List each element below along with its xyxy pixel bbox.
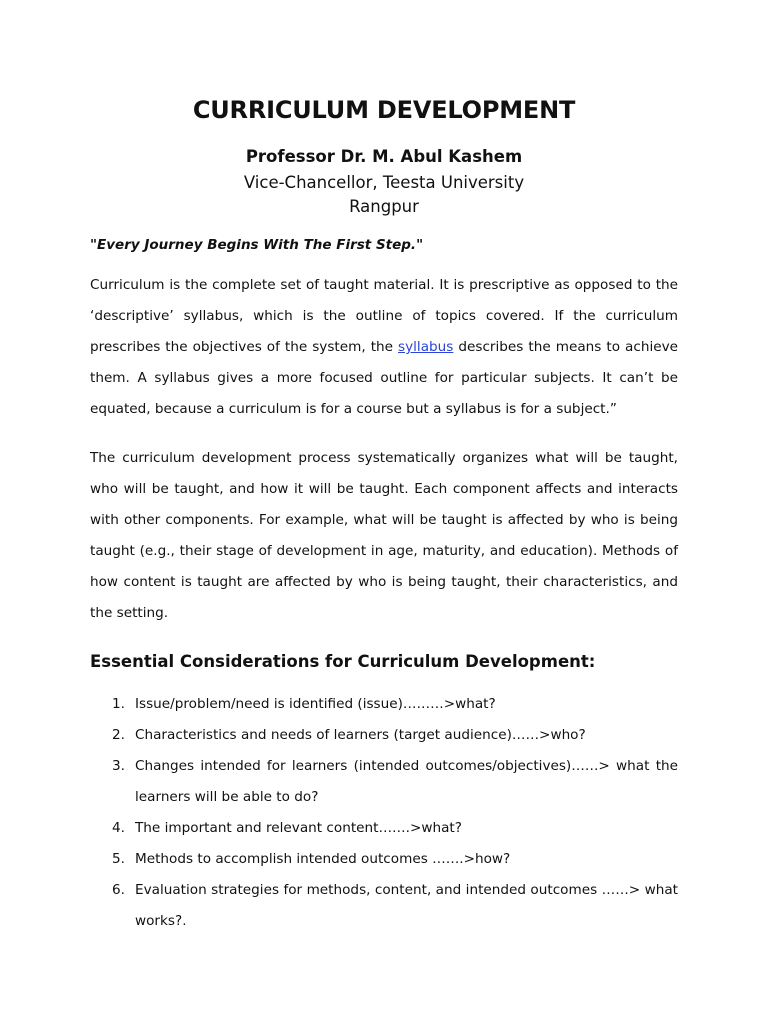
list-item-number: 2. xyxy=(112,727,125,743)
list-item-number: 4. xyxy=(112,820,125,836)
section-heading: Essential Considerations for Curriculum Development: xyxy=(90,652,596,671)
list-item xyxy=(90,844,678,875)
document-title: CURRICULUM DEVELOPMENT xyxy=(192,96,576,124)
paragraph-text-before-link: Curriculum is the complete set of taught material. It is prescriptive as opposed to the ‘descriptive’ syllabus, which is the outline of topics covered. If the curriculum prescribes the objectives of the system, the xyxy=(90,277,678,355)
list-item xyxy=(90,813,678,844)
list-item xyxy=(90,751,678,813)
author-location: Rangpur xyxy=(349,197,419,216)
list-item xyxy=(90,689,678,720)
list-item-number: 5. xyxy=(112,851,125,867)
author-name: Professor Dr. M. Abul Kashem xyxy=(245,147,523,166)
paragraph-development-process: The curriculum development process systematically organizes what will be taught, who will be taught, and how it will be taught. Each component affects and interacts with other components. For example, what will be taught is affected by who is being taught (e.g., their stage of development in age, maturity, and education). Methods of how content is taught are affected by who is being taught, their characteristics, and the setting. xyxy=(90,450,678,621)
list-item-number: 3. xyxy=(112,758,125,774)
epigraph-quote: "Every Journey Begins With The First Step." xyxy=(90,237,424,253)
list-item-text: Issue/problem/need is identified (issue)………>what? xyxy=(135,696,496,712)
list-item-text: Evaluation strategies for methods, content, and intended outcomes ……> what works?. xyxy=(135,882,678,929)
list-item-number: 6. xyxy=(112,882,125,898)
paragraph-text-after-link: describes the means to achieve them. A syllabus gives a more focused outline for particular subjects. It can’t be equated, because a curriculum is for a course but a syllabus is for a subject.” xyxy=(90,339,678,417)
list-item-text: The important and relevant content…….>what? xyxy=(135,820,462,836)
list-item-text: Methods to accomplish intended outcomes …….>how? xyxy=(135,851,511,867)
list-item-number: 1. xyxy=(112,696,125,712)
syllabus-link[interactable]: syllabus xyxy=(398,339,454,355)
list-item xyxy=(90,720,678,751)
paragraph-curriculum-definition xyxy=(90,270,678,425)
list-item-text: Characteristics and needs of learners (target audience)……>who? xyxy=(135,727,586,743)
list-item xyxy=(90,875,678,937)
author-affiliation: Vice-Chancellor, Teesta University xyxy=(243,173,525,192)
list-item-text: Changes intended for learners (intended outcomes/objectives)……> what the learners will be able to do? xyxy=(135,758,678,805)
considerations-list xyxy=(90,689,678,937)
